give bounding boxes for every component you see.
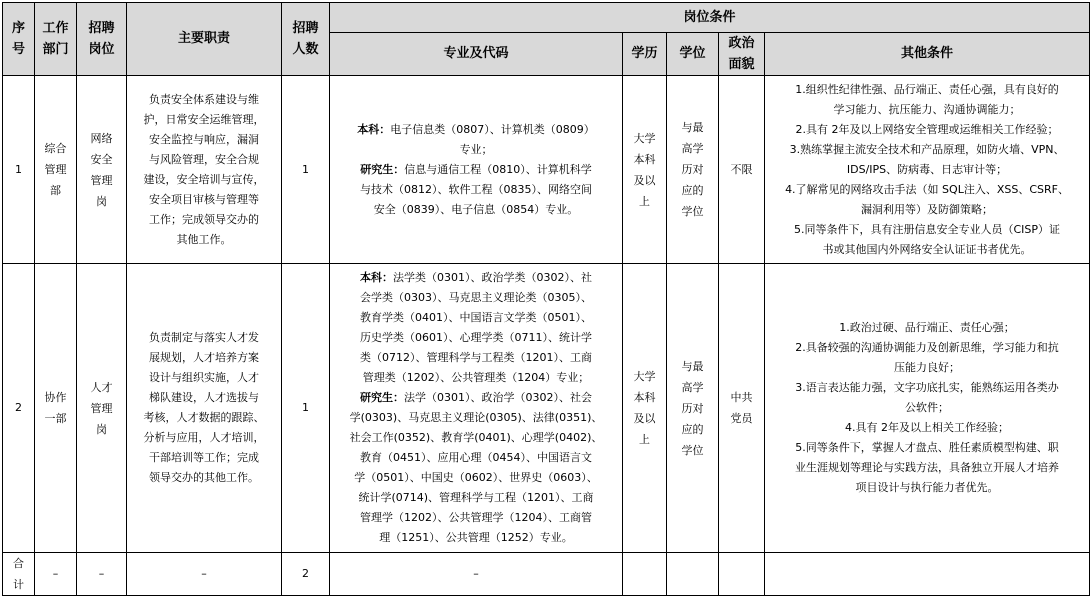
header-conditions: 岗位条件 [330, 3, 1090, 33]
table-row [3, 76, 1090, 264]
cell-seq: 1 [3, 76, 35, 264]
cell-seq: 2 [3, 264, 35, 553]
cell-education: 大学 本科 及以 上 [623, 76, 667, 264]
cell-post: 网络 安全 管理 岗 [77, 76, 127, 264]
header-political: 政治 面貌 [719, 33, 765, 76]
header-row [3, 3, 1090, 33]
cell-political: 不限 [719, 76, 765, 264]
cell-total-dept: – [35, 553, 77, 596]
cell-degree: 与最 高学 历对 应的 学位 [667, 76, 719, 264]
cell-duty: 负责安全体系建设与维 护，日常安全运维管理， 安全监控与响应，漏洞 与风险管理，安全合规 建设，安全培训与宣传， 安全项目审核与管理等 工作；完成领导交办的 其他工作。 [127, 76, 282, 264]
cell-total-degree [667, 553, 719, 596]
cell-total-duty: – [127, 553, 282, 596]
header-major: 专业及代码 [330, 33, 623, 76]
header-count: 招聘 人数 [282, 3, 330, 76]
cell-major: 本科：电子信息类（0807）、计算机类（0809） 专业； 研究生：信息与通信工程（0810）、计算机科学 与技术（0812）、软件工程（0835）、网络空间 安全（0839）、电子信息（0854）专业。 [330, 76, 623, 264]
cell-total-conditions: – [330, 553, 623, 596]
header-post: 招聘 岗位 [77, 3, 127, 76]
total-row [3, 553, 1090, 596]
cell-other: 1.政治过硬、品行端正、责任心强； 2.具备较强的沟通协调能力及创新思维，学习能力和抗 压能力良好； 3.语言表达能力强，文字功底扎实，能熟练运用各类办 公软件； 4.具有 2年及以上相关工作经验； 5.同等条件下，掌握人才盘点、胜任素质模型构建、职 业生涯规划等理论与实践方法，具备独立开展人才培养 项目设计与执行能力者优先。 [765, 264, 1090, 553]
cell-total-other [765, 553, 1090, 596]
cell-count: 1 [282, 264, 330, 553]
recruitment-table [2, 2, 1090, 596]
cell-count: 1 [282, 76, 330, 264]
cell-total-political [719, 553, 765, 596]
cell-education: 大学 本科 及以 上 [623, 264, 667, 553]
cell-major: 本科：法学类（0301）、政治学类（0302）、社 会学类（0303）、马克思主义理论类（0305）、 教育学类（0401）、中国语言文学类（0501）、 历史学类（0601）、心理学类（0711）、统计学 类（0712）、管理科学与工程类（1201）、工商 管理类（1202）、公共管理类（1204）专业； 研究生：法学（0301）、政治学（0302）、社会 学(0303)、马克思主义理论(0305)、法律(0351)、 社会工作(0352)、教育学(0401)、心理学(0402)、 教育（0451）、应用心理（0454）、中国语言文 学（0501）、中国史（0602）、世界史（0603）、 统计学(0714)、管理科学与工程（1201）、工商 管理学（1202）、公共管理学（1204）、工商管 理（1251）、公共管理（1252）专业。 [330, 264, 623, 553]
cell-total-label: 合 计 [3, 553, 35, 596]
header-other: 其他条件 [765, 33, 1090, 76]
table-row [3, 264, 1090, 553]
cell-total-count: 2 [282, 553, 330, 596]
header-dept: 工作 部门 [35, 3, 77, 76]
header-seq: 序 号 [3, 3, 35, 76]
cell-dept: 协作 一部 [35, 264, 77, 553]
cell-total-education [623, 553, 667, 596]
cell-political: 中共 党员 [719, 264, 765, 553]
cell-post: 人才 管理 岗 [77, 264, 127, 553]
cell-other: 1.组织性纪律性强、品行端正、责任心强，具有良好的 学习能力、抗压能力、沟通协调能力； 2.具有 2年及以上网络安全管理或运维相关工作经验； 3.熟练掌握主流安全技术和产品原理，如防火墙、VPN、 IDS/IPS、防病毒、日志审计等； 4.了解常见的网络攻击手法（如 SQL注入、XSS、CSRF、 漏洞利用等）及防御策略； 5.同等条件下，具有注册信息安全专业人员（CISP）证 书或其他国内外网络安全认证证书者优先。 [765, 76, 1090, 264]
cell-total-post: – [77, 553, 127, 596]
header-degree: 学位 [667, 33, 719, 76]
header-duty: 主要职责 [127, 3, 282, 76]
cell-duty: 负责制定与落实人才发 展规划，人才培养方案 设计与组织实施，人才 梯队建设，人才选拔与 考核，人才数据的跟踪、 分析与应用，人才培训， 干部培训等工作；完成 领导交办的其他工作。 [127, 264, 282, 553]
cell-degree: 与最 高学 历对 应的 学位 [667, 264, 719, 553]
cell-dept: 综合 管理 部 [35, 76, 77, 264]
header-education: 学历 [623, 33, 667, 76]
